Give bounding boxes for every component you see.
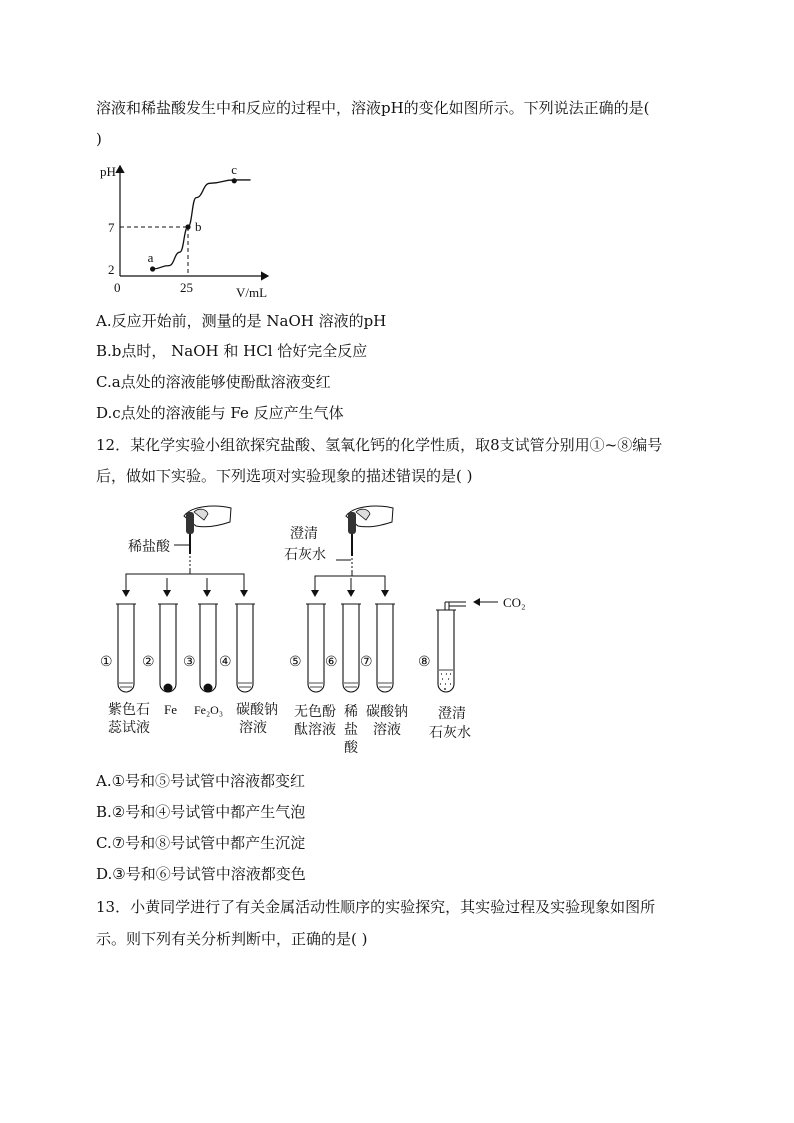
tube-4-label-line2: 溶液	[239, 720, 267, 736]
reagent-limewater-line2: 石灰水	[284, 547, 326, 563]
tube-6-number: ⑥	[325, 655, 338, 670]
q12-option-c: C.⑦号和⑧号试管中都产生沉淀	[96, 834, 306, 852]
q11-option-c: C.a点处的溶液能够使酚酞溶液变红	[96, 373, 331, 391]
reagent-limewater-line1: 澄清	[290, 526, 318, 542]
tube-5-label-line2: 酞溶液	[294, 722, 336, 738]
tube-1-number: ①	[100, 655, 113, 670]
q12-option-a: A.①号和⑤号试管中溶液都变红	[96, 772, 306, 790]
tube-5	[289, 604, 336, 738]
point-label-a: a	[147, 250, 154, 265]
q11-option-d: D.c点处的溶液能与 Fe 反应产生气体	[96, 404, 344, 422]
q12-stem-line1: 12．某化学实验小组欲探究盐酸、氢氧化钙的化学性质，取8支试管分别用①~⑧编号	[96, 436, 663, 454]
tube-3	[183, 604, 223, 717]
point-c	[232, 178, 237, 183]
point-a	[150, 266, 155, 271]
tube-3-label: Fe₂O₃	[194, 703, 224, 717]
reagent-dilute-hcl: 稀盐酸	[128, 539, 170, 555]
q11-option-a: A.反应开始前，测量的是 NaOH 溶液的pH	[96, 312, 387, 330]
tube-6-label-line3: 酸	[344, 740, 358, 756]
test-tube-figure	[96, 498, 576, 763]
q11-stem-line1: 溶液和稀盐酸发生中和反应的过程中，溶液pH的变化如图所示。下列说法正确的是(	[96, 99, 650, 117]
y-tick-2: 2	[108, 262, 115, 277]
point-b	[185, 224, 190, 229]
q13-stem-line2: 示。则下列有关分析判断中，正确的是( )	[96, 930, 368, 948]
y-tick-7: 7	[108, 220, 115, 235]
tube-6-label-line2: 盐	[344, 722, 358, 738]
tube-4	[219, 604, 278, 736]
tube-2-number: ②	[142, 655, 155, 670]
x-tick-25: 25	[180, 280, 193, 295]
hand-dropper-right	[346, 506, 393, 570]
tube-1-label-line2: 蕊试液	[108, 720, 150, 736]
ph-curve	[153, 180, 251, 269]
tube-5-label-line1: 无色酚	[294, 704, 336, 720]
tube-7-label-line1: 碳酸钠	[366, 704, 408, 720]
tube-8	[418, 610, 471, 741]
x-tick-0: 0	[114, 280, 121, 295]
q11-stem-line2: )	[96, 130, 102, 148]
tube-1-label-line1: 紫色石	[108, 702, 150, 718]
q12-option-d: D.③号和⑥号试管中溶液都变色	[96, 865, 306, 883]
tube-7-number: ⑦	[360, 655, 373, 670]
q12-option-b: B.②号和④号试管中都产生气泡	[96, 803, 306, 821]
tube-5-number: ⑤	[289, 655, 302, 670]
tube-1	[100, 604, 150, 736]
tube-4-number: ④	[219, 655, 232, 670]
tube-3-number: ③	[183, 655, 196, 670]
tube-8-number: ⑧	[418, 655, 431, 670]
co2-label: CO₂	[503, 595, 526, 610]
q11-option-b: B.b点时， NaOH 和 HCl 恰好完全反应	[96, 342, 368, 360]
x-axis-label: V/mL	[236, 285, 268, 300]
point-label-c: c	[231, 161, 238, 177]
tube-7-label-line2: 溶液	[373, 722, 401, 738]
tube-2	[142, 604, 178, 717]
ph-chart	[96, 158, 286, 302]
y-axis-label: pH	[100, 164, 116, 179]
q13-stem-line1: 13．小黄同学进行了有关金属活动性顺序的实验探究，其实验过程及实验现象如图所	[96, 898, 656, 916]
tube-4-label-line1: 碳酸钠	[236, 702, 278, 718]
hand-dropper-left	[184, 506, 231, 568]
tube-8-label-line2: 石灰水	[429, 725, 471, 741]
tube-2-label: Fe	[164, 702, 177, 717]
point-label-b: b	[195, 219, 202, 234]
tube-8-label-line1: 澄清	[438, 706, 466, 722]
q12-stem-line2: 后，做如下实验。下列选项对实验现象的描述错误的是( )	[96, 467, 473, 485]
tube-6-label-line1: 稀	[344, 704, 358, 720]
tube-7	[360, 604, 408, 738]
